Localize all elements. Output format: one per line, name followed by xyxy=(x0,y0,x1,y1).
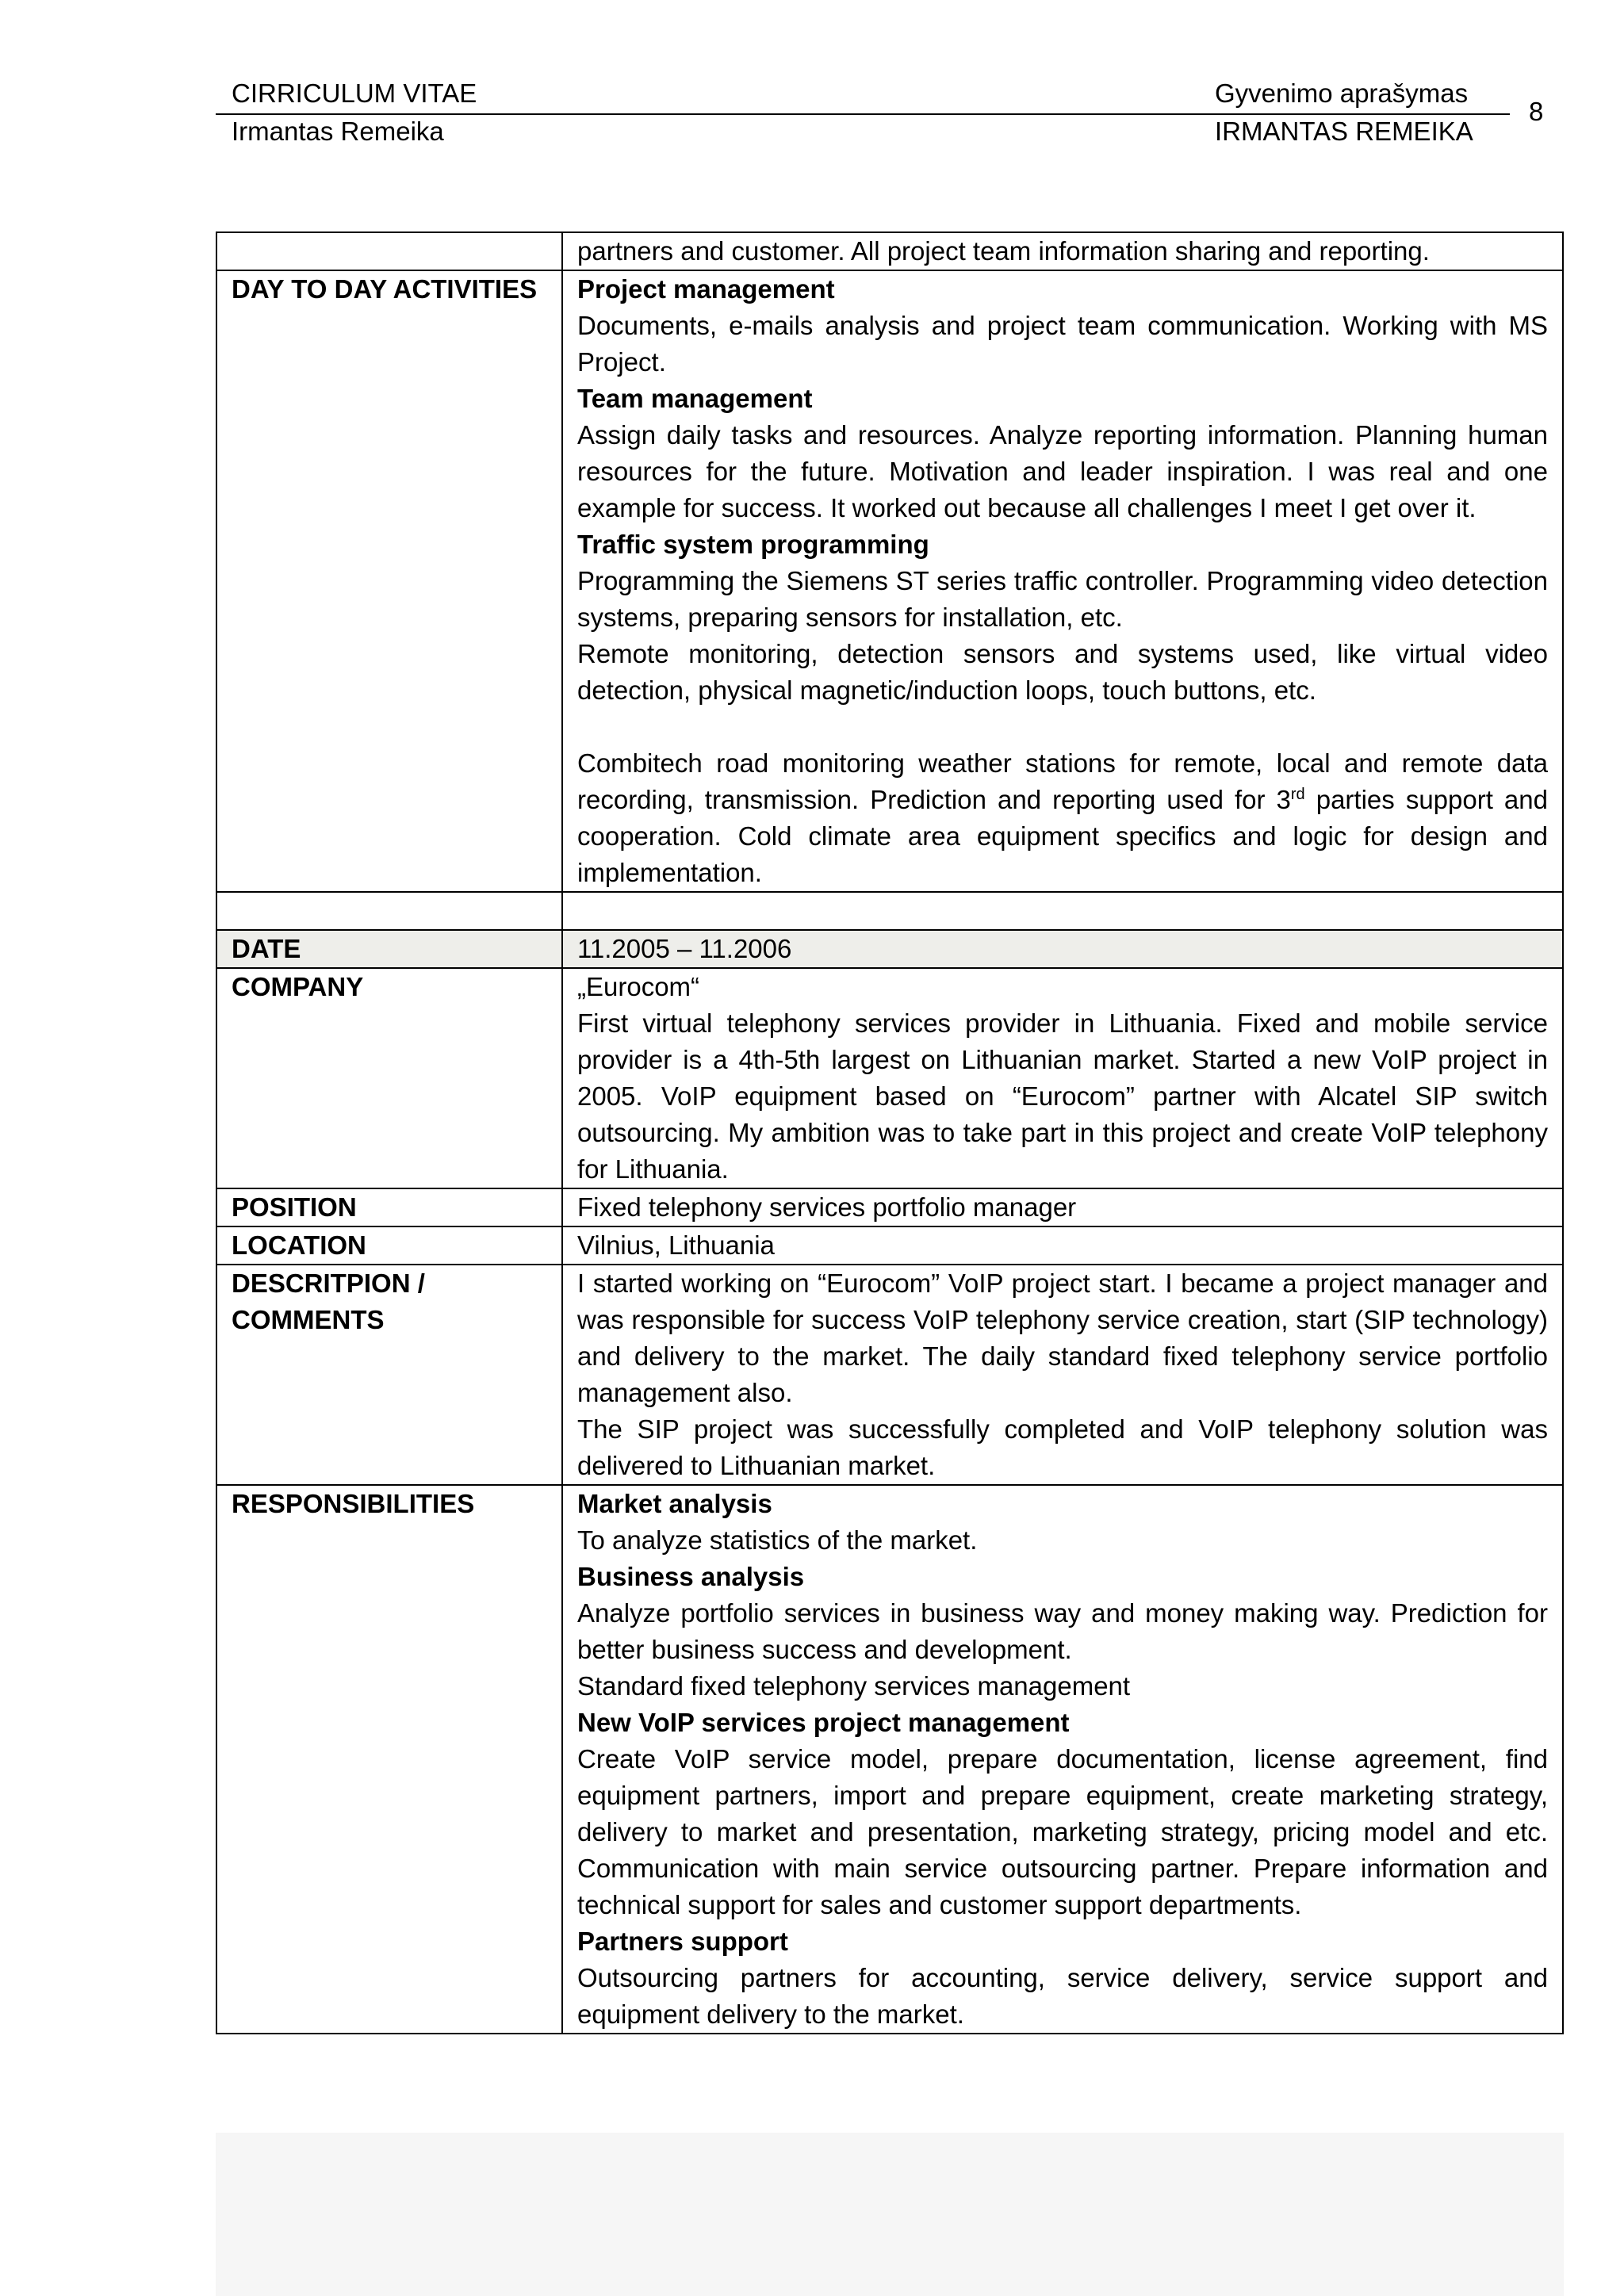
header-left-line2: Irmantas Remeika xyxy=(232,117,444,146)
responsibilities-label: RESPONSIBILITIES xyxy=(216,1485,562,2034)
combitech-text-b: parties support and cooperation. Cold climate area equipment specifics and logic for design and implementation. xyxy=(577,785,1548,887)
project-management-text: Documents, e-mails analysis and project team communication. Working with MS Project. xyxy=(577,311,1548,377)
remote-monitoring-text: Remote monitoring, detection sensors and systems used, like virtual video detection, physical magnetic/induction loops, touch buttons, etc. xyxy=(577,639,1548,705)
fixed-telephony-text: Standard fixed telephony services management xyxy=(577,1671,1131,1701)
partners-support-text: Outsourcing partners for accounting, service delivery, service support and equipment delivery to the market. xyxy=(577,1963,1548,2029)
table-row-position xyxy=(216,1188,1563,1226)
header-divider xyxy=(216,113,1510,115)
project-management-heading: Project management xyxy=(577,274,835,304)
date-label: DATE xyxy=(216,930,562,968)
team-management-text: Assign daily tasks and resources. Analyze reporting information. Planning human resources for the future. Motivation and leader inspiration. I was real and one example for success. It worked out because all challenges I meet I get over it. xyxy=(577,420,1548,522)
position-label: POSITION xyxy=(216,1188,562,1226)
traffic-programming-text: Programming the Siemens ST series traffic controller. Programming video detection systems, preparing sensors for installation, etc. xyxy=(577,566,1548,632)
table-row-location xyxy=(216,1226,1563,1265)
header-right-line1: Gyvenimo aprašymas xyxy=(1215,78,1469,108)
market-analysis-heading: Market analysis xyxy=(577,1489,772,1518)
ordinal-suffix: rd xyxy=(1290,786,1305,803)
header-right-line2: IRMANTAS REMEIKA xyxy=(1215,117,1473,146)
description-label xyxy=(216,1265,562,1485)
team-management-heading: Team management xyxy=(577,384,813,413)
table-row-day-to-day xyxy=(216,270,1563,892)
voip-project-text: Create VoIP service model, prepare documentation, license agreement, find equipment partners, import and prepare equipment, create marketing strategy, delivery to market and presentation, marketing strategy, pricing model and etc. Communication with main service outsourcing partner. Prepare information and technical support for sales and customer support departments. xyxy=(577,1744,1548,1919)
business-analysis-text: Analyze portfolio services in business way and money making way. Prediction for better business success and development. xyxy=(577,1598,1548,1664)
table-row xyxy=(216,232,1563,270)
responsibilities-value xyxy=(562,1485,1563,2034)
table-row-responsibilities xyxy=(216,1485,1563,2034)
partners-support-heading: Partners support xyxy=(577,1927,788,1956)
location-value: Vilnius, Lithuania xyxy=(562,1226,1563,1265)
company-name: „Eurocom“ xyxy=(577,972,700,1001)
empty-value xyxy=(562,892,1563,930)
combitech-text xyxy=(577,745,1548,891)
day-to-day-label: DAY TO DAY ACTIVITIES xyxy=(216,270,562,892)
page-number: 8 xyxy=(1529,97,1544,126)
table-row-date xyxy=(216,930,1563,968)
traffic-programming-heading: Traffic system programming xyxy=(577,530,929,559)
description-label-line2: COMMENTS xyxy=(232,1305,385,1334)
description-text2: The SIP project was successfully completed and VoIP telephony solution was delivered to Lithuanian market. xyxy=(577,1414,1548,1480)
table-row-empty xyxy=(216,892,1563,930)
description-text1: I started working on “Eurocom” VoIP project start. I became a project manager and was responsible for success VoIP telephony service creation, start (SIP technology) and delivery to the market. The daily standard fixed telephony service portfolio management also. xyxy=(577,1269,1548,1407)
date-value: 11.2005 – 11.2006 xyxy=(562,930,1563,968)
page-footer-tint xyxy=(216,2133,1564,2296)
paragraph-spacer xyxy=(577,709,1548,745)
business-analysis-heading: Business analysis xyxy=(577,1562,805,1591)
company-value xyxy=(562,968,1563,1188)
row-value: partners and customer. All project team information sharing and reporting. xyxy=(562,232,1563,270)
cv-table xyxy=(216,232,1564,2034)
table-row-description xyxy=(216,1265,1563,1485)
market-analysis-text: To analyze statistics of the market. xyxy=(577,1525,978,1555)
empty-label xyxy=(216,892,562,930)
combitech-text-a: Combitech road monitoring weather stations for remote, local and remote data recording, transmission. Prediction and reporting used for 3 xyxy=(577,748,1548,814)
day-to-day-value xyxy=(562,270,1563,892)
company-label: COMPANY xyxy=(216,968,562,1188)
description-label-line1: DESCRITPION / xyxy=(232,1269,425,1298)
table-row-company xyxy=(216,968,1563,1188)
position-value: Fixed telephony services portfolio manager xyxy=(562,1188,1563,1226)
header-left-line1: CIRRICULUM VITAE xyxy=(232,78,477,108)
voip-project-heading: New VoIP services project management xyxy=(577,1708,1070,1737)
location-label: LOCATION xyxy=(216,1226,562,1265)
company-text: First virtual telephony services provider in Lithuania. Fixed and mobile service provider is a 4th-5th largest on Lithuanian market. Started a new VoIP project in 2005. VoIP equipment based on “Eurocom” partner with Alcatel SIP switch outsourcing. My ambition was to take part in this project and create VoIP telephony for Lithuania. xyxy=(577,1008,1548,1184)
row-label xyxy=(216,232,562,270)
description-value xyxy=(562,1265,1563,1485)
